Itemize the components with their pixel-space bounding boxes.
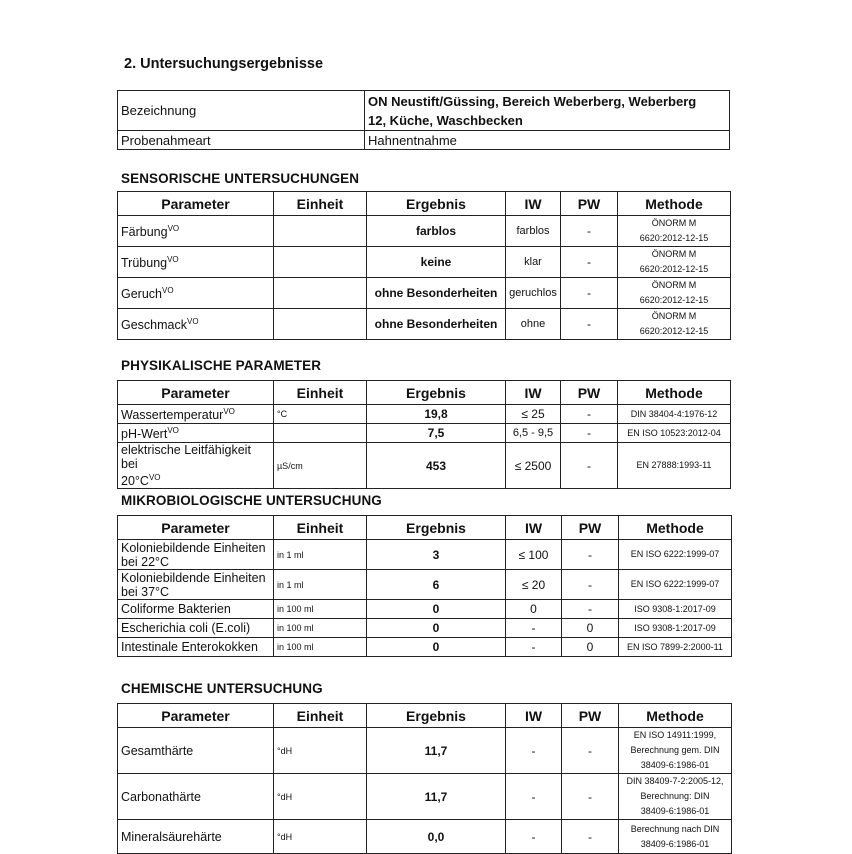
- unit-cell: °C: [274, 405, 367, 424]
- iw-cell: ohne: [506, 309, 561, 340]
- table-row: [118, 638, 732, 657]
- bezeichnung-value-line-2: 12, Küche, Waschbecken: [368, 112, 523, 128]
- result-cell: ohne Besonderheiten: [367, 309, 506, 340]
- iw-cell: geruchlos: [506, 278, 561, 309]
- result-cell: 0: [367, 638, 506, 657]
- parameter-cell: Geruch$^{VO}$: [118, 278, 274, 309]
- pw-cell: -: [562, 774, 619, 820]
- result-cell: ohne Besonderheiten: [367, 278, 506, 309]
- header-methode: Methode: [618, 192, 731, 216]
- mikrobiologisch-table: [117, 515, 732, 657]
- method-cell: ISO 9308-1:2017-09: [619, 619, 732, 638]
- table-row: [118, 619, 732, 638]
- sensorisch-table: [117, 191, 731, 340]
- iw-cell: farblos: [506, 216, 561, 247]
- iw-cell: klar: [506, 247, 561, 278]
- iw-cell: -: [506, 728, 562, 774]
- pw-cell: 0: [562, 638, 619, 657]
- unit-cell: in 1 ml: [274, 570, 367, 600]
- method-cell: ISO 9308-1:2017-09: [619, 600, 732, 619]
- chemisch-table: [117, 703, 732, 854]
- chemisch-header-row: [118, 704, 732, 728]
- header-iw: IW: [506, 516, 562, 540]
- pw-cell: -: [561, 247, 618, 278]
- header-methode: Methode: [619, 704, 732, 728]
- pw-cell: -: [561, 216, 618, 247]
- table-row: [118, 728, 732, 774]
- unit-cell: °dH: [274, 774, 367, 820]
- unit-cell: °dH: [274, 728, 367, 774]
- table-row: [118, 540, 732, 570]
- iw-cell: ≤ 25: [506, 405, 561, 424]
- table-row: [118, 216, 731, 247]
- iw-cell: ≤ 20: [506, 570, 562, 600]
- mikrobiologisch-header-row: [118, 516, 732, 540]
- iw-cell: 0: [506, 600, 562, 619]
- bezeichnung-label: Bezeichnung: [118, 91, 365, 131]
- method-cell: EN ISO 6222:1999-07: [619, 540, 732, 570]
- method-cell: EN ISO 14911:1999, Berechnung gem. DIN 38409-6:1986-01: [619, 728, 732, 774]
- result-cell: 453: [367, 443, 506, 489]
- parameter-cell: Wassertemperatur$^{VO}$: [118, 405, 274, 424]
- result-cell: 0: [367, 619, 506, 638]
- parameter-cell: elektrische Leitfähigkeit bei $20^\circ C^{VO}$: [118, 443, 274, 489]
- unit-cell: in 100 ml: [274, 638, 367, 657]
- physikalisch-header-row: [118, 381, 731, 405]
- header-einheit: Einheit: [274, 192, 367, 216]
- parameter-cell: Trübung$^{VO}$: [118, 247, 274, 278]
- method-cell: ÖNORM M 6620:2012-12-15: [618, 216, 731, 247]
- method-cell: DIN 38409-7-2:2005-12, Berechnung: DIN 38409-6:1986-01: [619, 774, 732, 820]
- result-cell: 3: [367, 540, 506, 570]
- method-cell: EN ISO 6222:1999-07: [619, 570, 732, 600]
- table-row: [118, 820, 732, 854]
- pw-cell: -: [562, 600, 619, 619]
- method-cell: EN 27888:1993-11: [618, 443, 731, 489]
- unit-cell: in 100 ml: [274, 619, 367, 638]
- header-einheit: Einheit: [274, 381, 367, 405]
- method-cell: EN ISO 10523:2012-04: [618, 424, 731, 443]
- parameter-cell: Geschmack$^{VO}$: [118, 309, 274, 340]
- result-cell: 11,7: [367, 728, 506, 774]
- method-cell: DIN 38404-4:1976-12: [618, 405, 731, 424]
- table-row: [118, 443, 731, 489]
- physikalisch-table: [117, 380, 731, 489]
- header-iw: IW: [506, 192, 561, 216]
- header-pw: PW: [562, 704, 619, 728]
- result-cell: farblos: [367, 216, 506, 247]
- page-title: 2. Untersuchungsergebnisse: [124, 56, 324, 72]
- unit-cell: [274, 247, 367, 278]
- table-row: [118, 247, 731, 278]
- pw-cell: 0: [562, 619, 619, 638]
- header-parameter: Parameter: [118, 516, 274, 540]
- pw-cell: -: [562, 570, 619, 600]
- unit-cell: [274, 424, 367, 443]
- method-cell: Berechnung nach DIN 38409-6:1986-01: [619, 820, 732, 854]
- iw-cell: -: [506, 638, 562, 657]
- table-row: [118, 309, 731, 340]
- pw-cell: -: [561, 278, 618, 309]
- table-row: [118, 600, 732, 619]
- table-row: [118, 774, 732, 820]
- result-cell: keine: [367, 247, 506, 278]
- pw-cell: -: [561, 424, 618, 443]
- header-parameter: Parameter: [118, 381, 274, 405]
- method-cell: EN ISO 7899-2:2000-11: [619, 638, 732, 657]
- section-title-mikrobiologisch: MIKROBIOLOGISCHE UNTERSUCHUNG: [121, 493, 382, 508]
- result-cell: 0: [367, 600, 506, 619]
- header-ergebnis: Ergebnis: [367, 192, 506, 216]
- header-ergebnis: Ergebnis: [367, 516, 506, 540]
- sensorisch-header-row: [118, 192, 731, 216]
- header-methode: Methode: [619, 516, 732, 540]
- pw-cell: -: [561, 309, 618, 340]
- parameter-cell: Carbonathärte: [118, 774, 274, 820]
- probenahmeart-label: Probenahmeart: [118, 131, 365, 150]
- probenahmeart-row: [118, 131, 730, 150]
- bezeichnung-value: [365, 91, 730, 131]
- iw-cell: -: [506, 820, 562, 854]
- method-cell: ÖNORM M 6620:2012-12-15: [618, 278, 731, 309]
- header-parameter: Parameter: [118, 192, 274, 216]
- parameter-cell: Intestinale Enterokokken: [118, 638, 274, 657]
- table-row: [118, 424, 731, 443]
- iw-cell: -: [506, 774, 562, 820]
- table-row: [118, 278, 731, 309]
- pw-cell: -: [562, 728, 619, 774]
- header-iw: IW: [506, 381, 561, 405]
- iw-cell: 6,5 - 9,5: [506, 424, 561, 443]
- header-parameter: Parameter: [118, 704, 274, 728]
- unit-cell: [274, 216, 367, 247]
- section-title-sensorisch: SENSORISCHE UNTERSUCHUNGEN: [121, 171, 360, 186]
- parameter-cell: Färbung$^{VO}$: [118, 216, 274, 247]
- pw-cell: -: [561, 405, 618, 424]
- method-cell: ÖNORM M 6620:2012-12-15: [618, 247, 731, 278]
- result-cell: 6: [367, 570, 506, 600]
- table-row: [118, 570, 732, 600]
- pw-cell: -: [562, 820, 619, 854]
- unit-cell: in 1 ml: [274, 540, 367, 570]
- unit-cell: °dH: [274, 820, 367, 854]
- header-einheit: Einheit: [274, 704, 367, 728]
- iw-cell: -: [506, 619, 562, 638]
- parameter-cell: Coliforme Bakterien: [118, 600, 274, 619]
- parameter-cell: Koloniebildende Einheiten bei 22°C: [118, 540, 274, 570]
- result-cell: 7,5: [367, 424, 506, 443]
- section-title-chemisch: CHEMISCHE UNTERSUCHUNG: [121, 681, 323, 696]
- pw-cell: -: [562, 540, 619, 570]
- parameter-cell: Escherichia coli (E.coli): [118, 619, 274, 638]
- iw-cell: ≤ 100: [506, 540, 562, 570]
- parameter-cell: Mineralsäurehärte: [118, 820, 274, 854]
- header-pw: PW: [561, 381, 618, 405]
- unit-cell: µS/cm: [274, 443, 367, 489]
- unit-cell: in 100 ml: [274, 600, 367, 619]
- section-title-physikalisch: PHYSIKALISCHE PARAMETER: [121, 358, 322, 373]
- header-pw: PW: [561, 192, 618, 216]
- parameter-cell: pH-Wert$^{VO}$: [118, 424, 274, 443]
- bezeichnung-value-line-1: ON Neustift/Güssing, Bereich Weberberg, Weberberg: [368, 93, 697, 109]
- probenahmeart-value: Hahnentnahme: [365, 131, 730, 150]
- unit-cell: [274, 309, 367, 340]
- iw-cell: ≤ 2500: [506, 443, 561, 489]
- header-pw: PW: [562, 516, 619, 540]
- method-cell: ÖNORM M 6620:2012-12-15: [618, 309, 731, 340]
- header-ergebnis: Ergebnis: [367, 704, 506, 728]
- table-row: [118, 405, 731, 424]
- sample-info-table: [117, 90, 730, 150]
- parameter-cell: Gesamthärte: [118, 728, 274, 774]
- header-ergebnis: Ergebnis: [367, 381, 506, 405]
- unit-cell: [274, 278, 367, 309]
- header-methode: Methode: [618, 381, 731, 405]
- bezeichnung-row: [118, 91, 730, 131]
- result-cell: 19,8: [367, 405, 506, 424]
- pw-cell: -: [561, 443, 618, 489]
- header-einheit: Einheit: [274, 516, 367, 540]
- result-cell: 11,7: [367, 774, 506, 820]
- header-iw: IW: [506, 704, 562, 728]
- parameter-cell: Koloniebildende Einheiten bei 37°C: [118, 570, 274, 600]
- result-cell: 0,0: [367, 820, 506, 854]
